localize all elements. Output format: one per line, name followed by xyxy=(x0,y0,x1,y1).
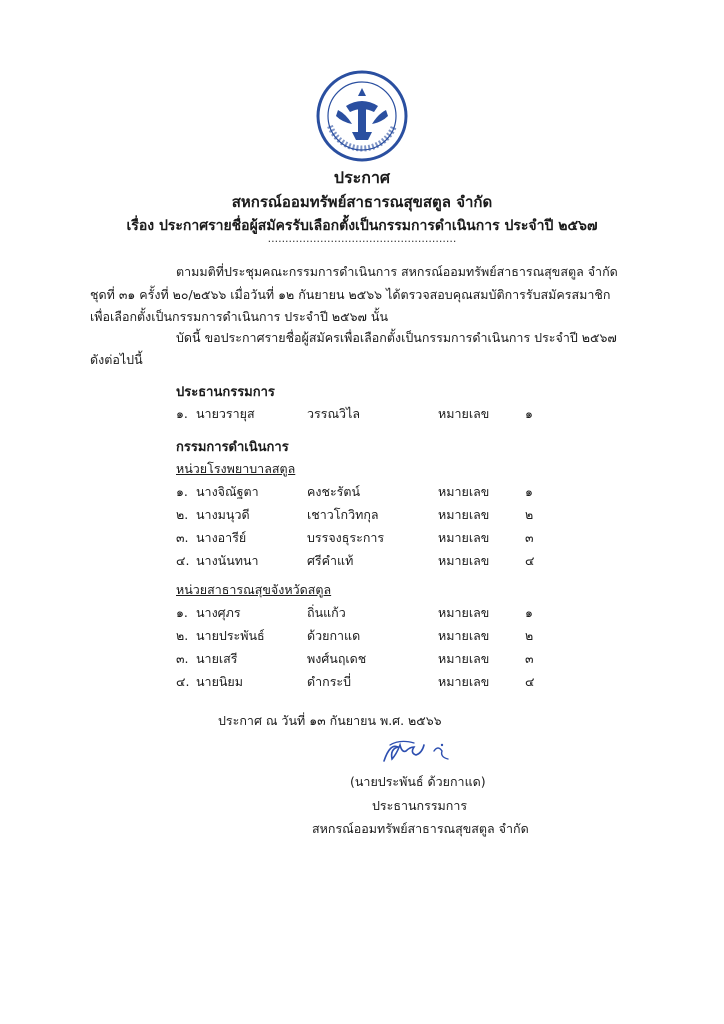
candidate-number: ๓ xyxy=(525,530,534,545)
cooperative-seal-icon xyxy=(316,70,408,162)
number-label: หมายเลข xyxy=(438,484,490,499)
candidate-index: ๓. xyxy=(176,530,189,545)
candidate-first-name: นายเสรี xyxy=(196,651,238,666)
announcement-title: ประกาศ xyxy=(333,168,391,187)
signer-position: ประธานกรรมการ xyxy=(372,798,468,813)
paragraph-2-line-1: บัดนี้ ขอประกาศรายชื่อผู้สมัครเพื่อเลือกตั้งเป็นกรรมการดำเนินการ ประจำปี ๒๕๖๗ xyxy=(176,330,617,345)
candidate-last-name: ด้วยกาแด xyxy=(307,628,361,643)
candidate-first-name: นางจิณัฐตา xyxy=(196,484,259,499)
candidate-last-name: พงศ์นฤเดช xyxy=(307,651,367,666)
candidate-first-name: นางศุภร xyxy=(196,605,241,620)
candidate-number: ๔ xyxy=(525,674,535,689)
subject-line: เรื่อง ประกาศรายชื่อผู้สมัครรับเลือกตั้งเป็นกรรมการดำเนินการ ประจำปี ๒๕๖๗ xyxy=(126,218,598,234)
candidate-last-name: เชาวโกวิทกุล xyxy=(307,507,379,522)
candidate-number: ๑ xyxy=(525,484,533,499)
candidate-index: ๑. xyxy=(176,484,188,499)
candidate-last-name: บรรจงธุระการ xyxy=(307,530,385,545)
candidate-number: ๒ xyxy=(525,507,534,522)
candidate-last-name: ศรีคำแท้ xyxy=(307,553,354,568)
number-label: หมายเลข xyxy=(438,553,490,568)
number-label: หมายเลข xyxy=(438,628,490,643)
candidate-index: ๔. xyxy=(176,674,190,689)
candidate-first-name: นางมนุวดี xyxy=(196,507,250,522)
candidate-index: ๒. xyxy=(176,628,189,643)
candidate-index: ๒. xyxy=(176,507,189,522)
announcement-date: ประกาศ ณ วันที่ ๑๓ กันยายน พ.ศ. ๒๕๖๖ xyxy=(218,713,442,728)
divider: ...................................................... xyxy=(267,232,457,245)
number-label: หมายเลข xyxy=(438,507,490,522)
paragraph-1-line-1: ตามมติที่ประชุมคณะกรรมการดำเนินการ สหกรณ์ออมทรัพย์สาธารณสุขสตูล จำกัด xyxy=(176,264,618,279)
candidate-first-name: นางนันทนา xyxy=(196,553,259,568)
committee-heading: กรรมการดำเนินการ xyxy=(176,440,289,455)
number-label: หมายเลข xyxy=(438,605,490,620)
unit-heading-provincial-health: หน่วยสาธารณสุขจังหวัดสตูล xyxy=(176,582,332,597)
signer-name: (นายประพันธ์ ด้วยกาแด) xyxy=(350,774,486,789)
candidate-number: ๔ xyxy=(525,553,535,568)
number-label: หมายเลข xyxy=(438,530,490,545)
paragraph-1-line-3: เพื่อเลือกตั้งเป็นกรรมการดำเนินการ ประจำปี ๒๕๖๗ นั้น xyxy=(90,309,389,324)
candidate-last-name: วรรณวิไล xyxy=(307,406,361,421)
number-label: หมายเลข xyxy=(438,406,490,421)
candidate-number: ๑ xyxy=(525,605,533,620)
candidate-index: ๑. xyxy=(176,605,188,620)
candidate-first-name: นางอารีย์ xyxy=(196,530,247,545)
number-label: หมายเลข xyxy=(438,651,490,666)
number-label: หมายเลข xyxy=(438,674,490,689)
signer-organization: สหกรณ์ออมทรัพย์สาธารณสุขสตูล จำกัด xyxy=(312,821,529,836)
candidate-last-name: ถิ่นแก้ว xyxy=(307,605,346,620)
candidate-number: ๑ xyxy=(525,406,533,421)
candidate-last-name: คงชะรัตน์ xyxy=(307,484,361,499)
candidate-first-name: นายวรายุส xyxy=(196,406,255,421)
paragraph-2-line-2: ดังต่อไปนี้ xyxy=(90,352,143,367)
paragraph-1-line-2: ชุดที่ ๓๑ ครั้งที่ ๒๐/๒๕๖๖ เมื่อวันที่ ๑๒ กันยายน ๒๕๖๖ ได้ตรวจสอบคุณสมบัติการรับสมัครสมาชิก xyxy=(90,287,611,302)
candidate-index: ๑. xyxy=(176,406,188,421)
handwritten-signature-icon xyxy=(376,737,466,767)
unit-heading-hospital: หน่วยโรงพยาบาลสตูล xyxy=(176,461,296,476)
candidate-index: ๓. xyxy=(176,651,189,666)
chairman-heading: ประธานกรรมการ xyxy=(176,385,275,400)
candidate-first-name: นายนิยม xyxy=(196,674,243,689)
candidate-last-name: ดำกระบี่ xyxy=(307,674,352,689)
candidate-first-name: นายประพันธ์ xyxy=(196,628,265,643)
organization-name: สหกรณ์ออมทรัพย์สาธารณสุขสตูล จำกัด xyxy=(231,193,493,211)
candidate-index: ๔. xyxy=(176,553,190,568)
candidate-number: ๒ xyxy=(525,628,534,643)
candidate-number: ๓ xyxy=(525,651,534,666)
